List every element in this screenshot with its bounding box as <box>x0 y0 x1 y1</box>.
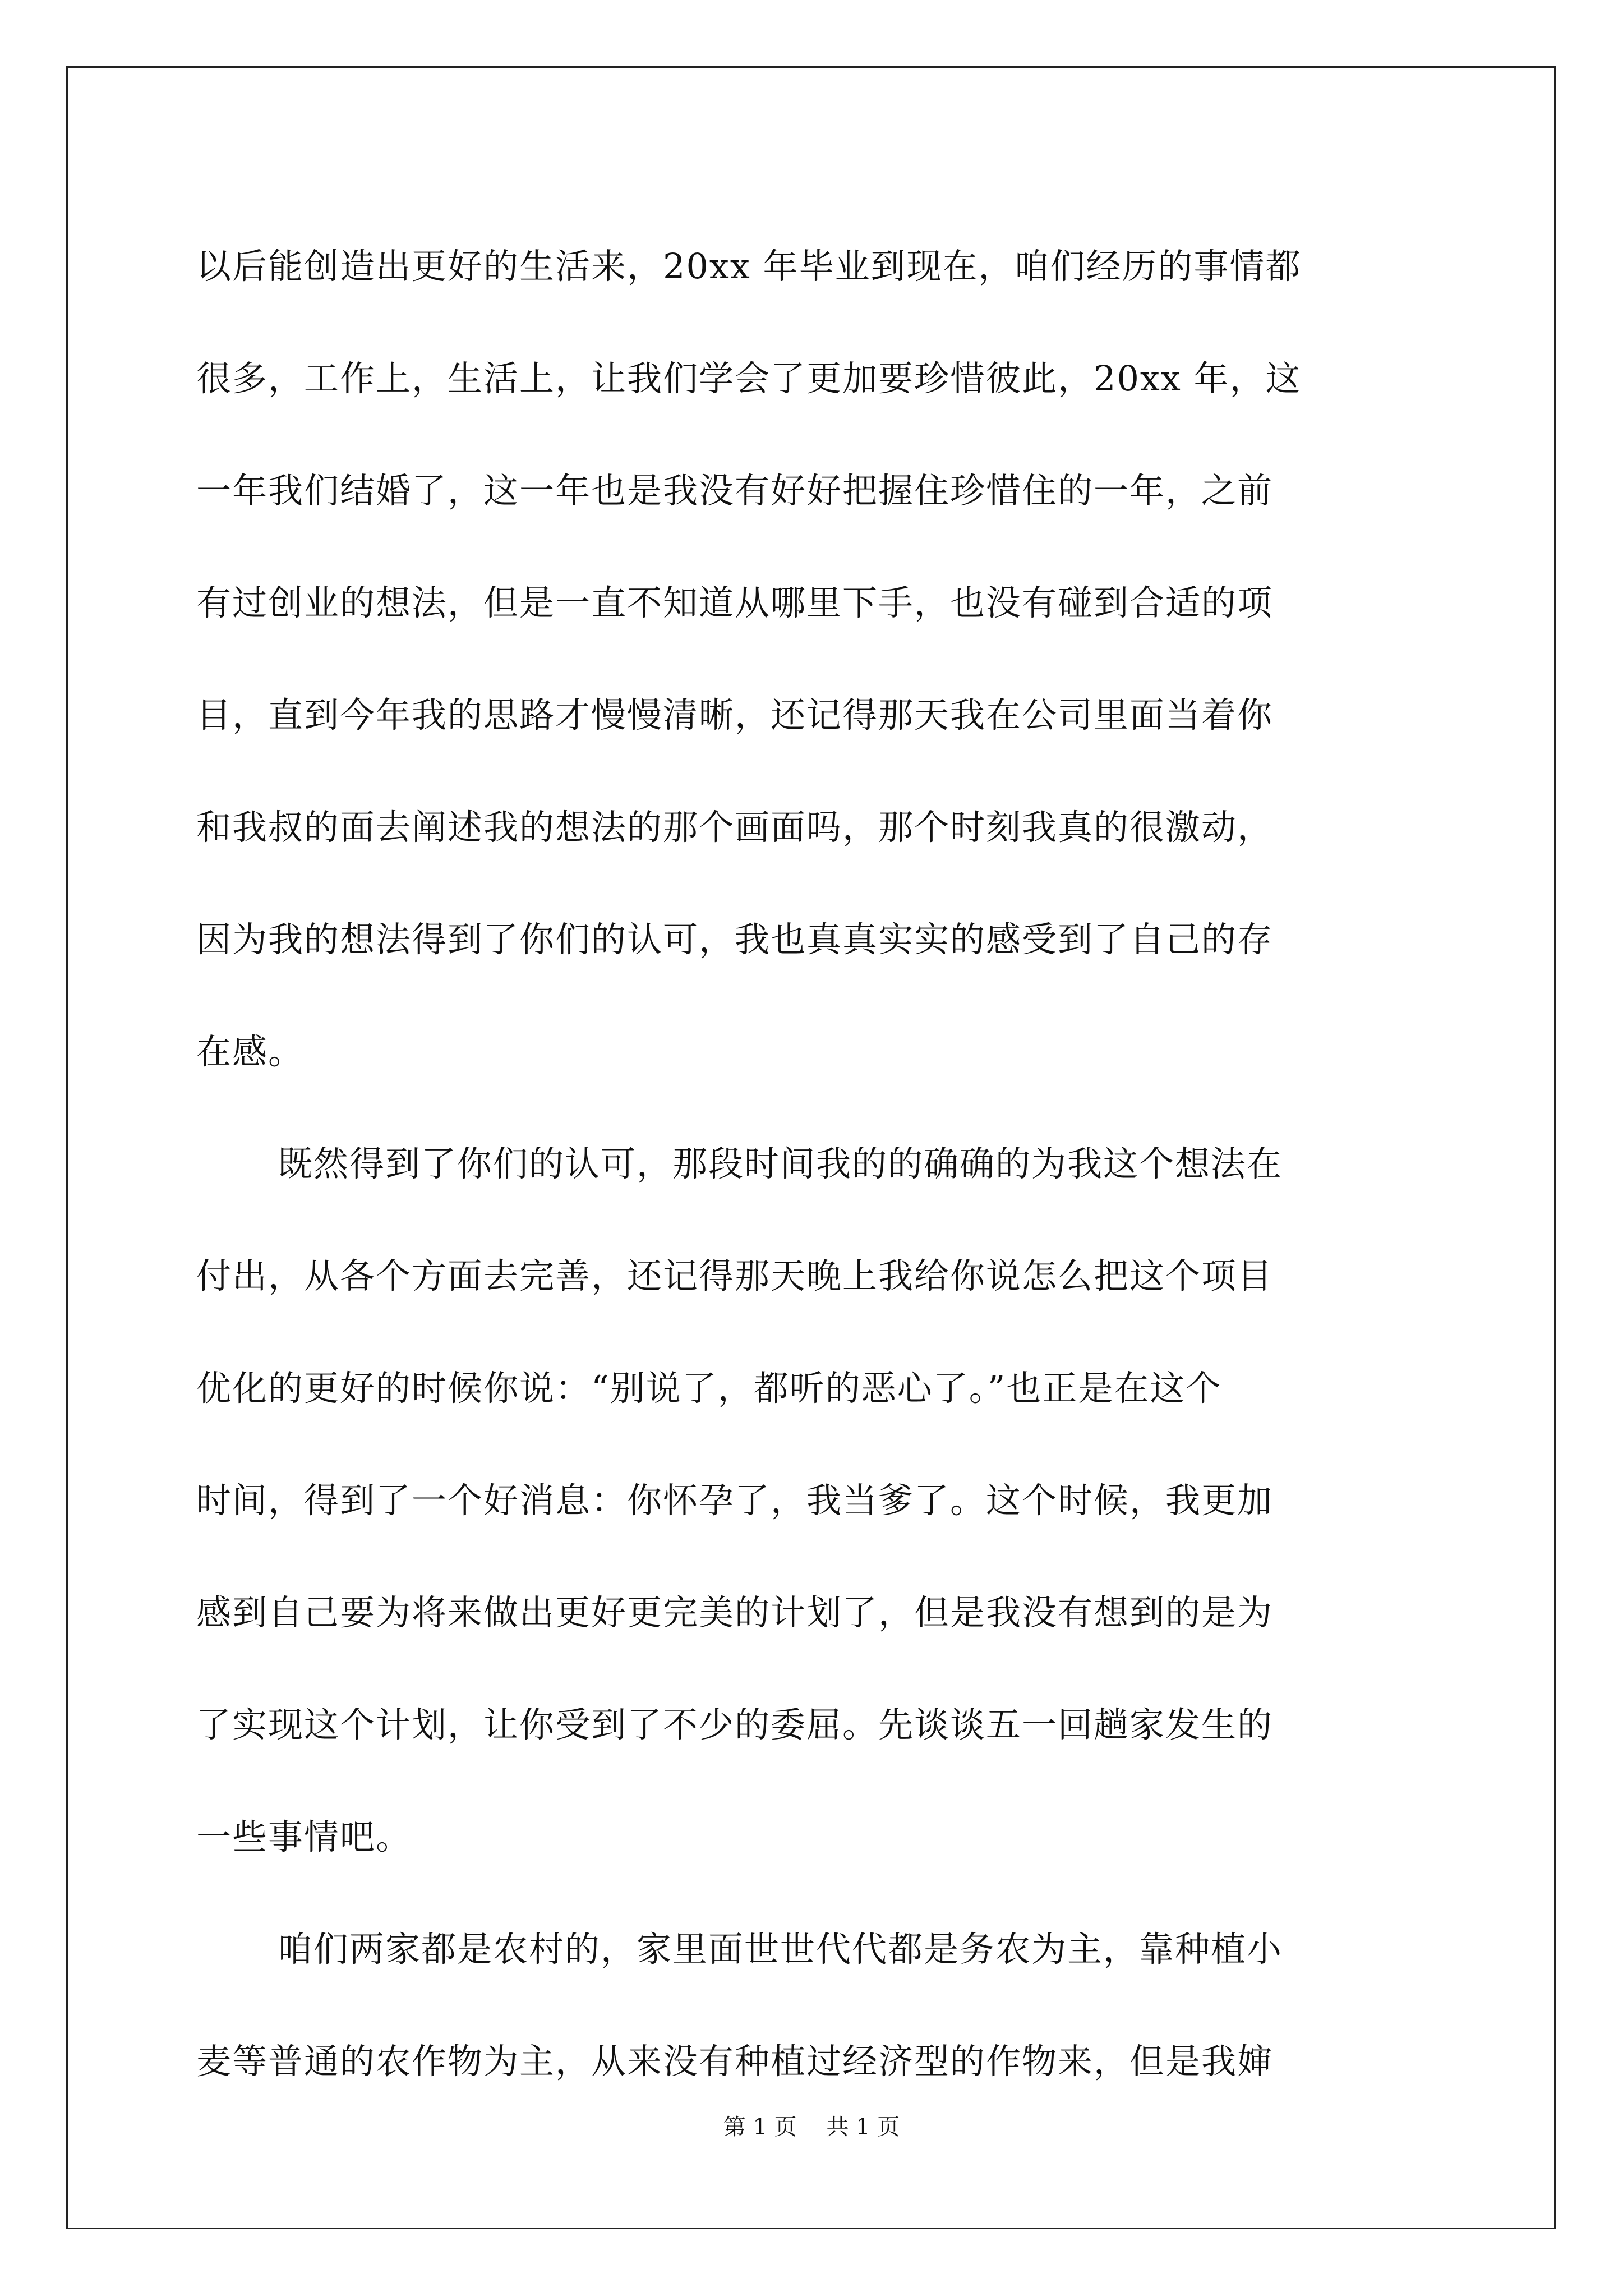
text-line: 很多，工作上，生活上，让我们学会了更加要珍惜彼此，20xx 年，这 <box>196 358 1302 399</box>
text-line: 一些事情吧。 <box>196 1816 412 1857</box>
text-line: 优化的更好的时候你说：“别说了，都听的恶心了。”也正是在这个 <box>196 1368 1222 1409</box>
text-line: 咱们两家都是农村的，家里面世世代代都是务农为主，靠种植小 <box>278 1929 1283 1970</box>
text-line: 和我叔的面去阐述我的想法的那个画面吗，那个时刻我真的很激动， <box>196 807 1274 848</box>
text-line: 有过创业的想法，但是一直不知道从哪里下手，也没有碰到合适的项 <box>196 582 1274 623</box>
page-number-current: 第 1 页 <box>723 2114 797 2140</box>
page-footer <box>0 2109 1623 2141</box>
text-line: 目，直到今年我的思路才慢慢清晰，还记得那天我在公司里面当着你 <box>196 694 1274 735</box>
text-line: 感到自己要为将来做出更好更完美的计划了，但是我没有想到的是为 <box>196 1592 1274 1633</box>
text-line: 既然得到了你们的认可，那段时间我的的确确的为我这个想法在 <box>278 1143 1283 1184</box>
text-line: 付出，从各个方面去完善，还记得那天晚上我给你说怎么把这个项目 <box>196 1255 1274 1296</box>
text-line: 以后能创造出更好的生活来，20xx 年毕业到现在，咱们经历的事情都 <box>196 246 1302 287</box>
document-body <box>196 210 1447 2118</box>
text-line: 一年我们结婚了，这一年也是我没有好好把握住珍惜住的一年，之前 <box>196 470 1274 511</box>
text-line: 麦等普通的农作物为主，从来没有种植过经济型的作物来，但是我婶 <box>196 2041 1274 2082</box>
text-line: 因为我的想法得到了你们的认可，我也真真实实的感受到了自己的存 <box>196 919 1274 960</box>
text-line: 时间，得到了一个好消息：你怀孕了，我当爹了。这个时候，我更加 <box>196 1480 1274 1521</box>
text-line: 了实现这个计划，让你受到了不少的委屈。先谈谈五一回趟家发生的 <box>196 1704 1274 1745</box>
text-line: 在感。 <box>196 1031 305 1072</box>
page-number-total: 共 1 页 <box>826 2114 900 2140</box>
